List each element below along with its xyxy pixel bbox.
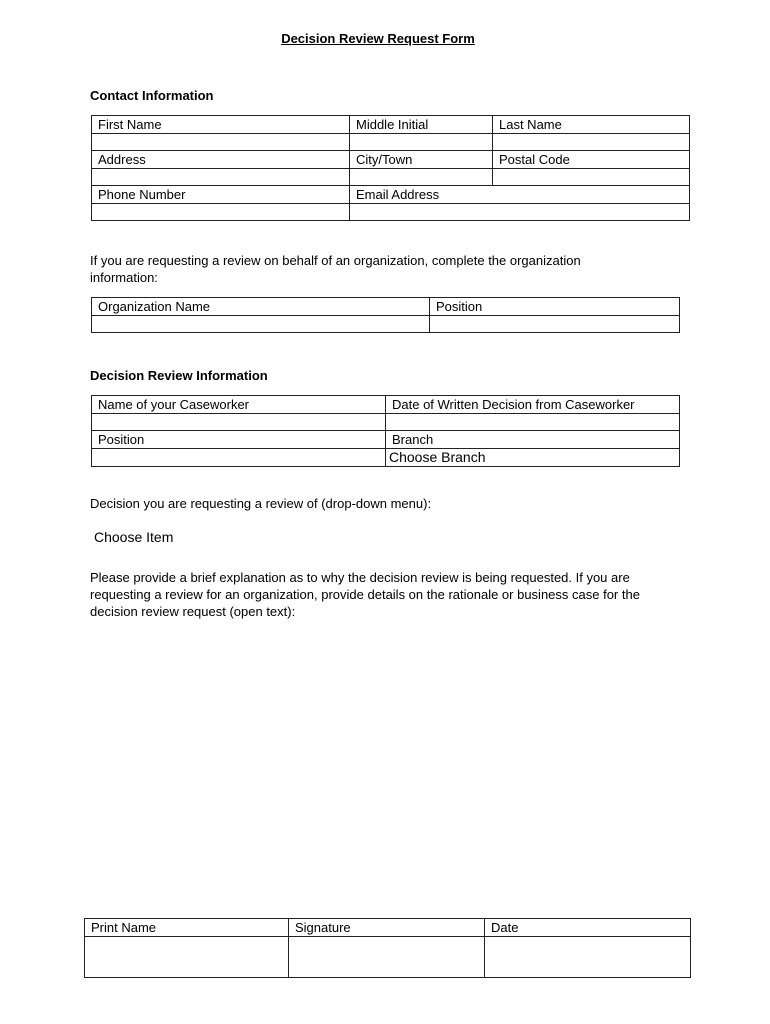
last-name-field[interactable]	[499, 134, 683, 150]
decision-heading: Decision Review Information	[90, 368, 268, 383]
explanation-prompt: Please provide a brief explanation as to why the decision review is being requested. If you are requesting a review for an organization, provide details on the rationale or business case for the decision review request (open text):	[90, 570, 640, 619]
org-name-field[interactable]	[98, 316, 423, 332]
org-position-label: Position	[430, 298, 680, 316]
decision-prompt: Decision you are requesting a review of (drop-down menu):	[90, 496, 432, 511]
contact-heading: Contact Information	[90, 88, 214, 103]
caseworker-field[interactable]	[98, 414, 379, 430]
signature-field[interactable]	[295, 937, 478, 977]
org-position-field[interactable]	[436, 316, 673, 332]
signature-date-label: Date	[485, 919, 691, 937]
phone-field[interactable]	[98, 204, 343, 220]
postal-code-label: Postal Code	[493, 151, 690, 169]
organization-table	[91, 297, 680, 333]
decision-item-dropdown[interactable]: Choose Item	[94, 529, 174, 545]
decision-date-field[interactable]	[392, 414, 673, 430]
middle-initial-field[interactable]	[356, 134, 486, 150]
city-town-label: City/Town	[350, 151, 493, 169]
signature-date-field[interactable]	[491, 937, 684, 977]
city-town-field[interactable]	[356, 169, 486, 185]
caseworker-position-field[interactable]	[98, 449, 379, 466]
print-name-label: Print Name	[85, 919, 289, 937]
explanation-text-area[interactable]	[90, 632, 680, 902]
branch-label: Branch	[386, 431, 680, 449]
last-name-label: Last Name	[493, 116, 690, 134]
first-name-label: First Name	[92, 116, 350, 134]
caseworker-label: Name of your Caseworker	[92, 396, 386, 414]
email-field[interactable]	[356, 204, 683, 220]
organization-intro: If you are requesting a review on behalf of an organization, complete the organization information:	[90, 253, 581, 285]
first-name-field[interactable]	[98, 134, 343, 150]
org-name-label: Organization Name	[92, 298, 430, 316]
branch-dropdown[interactable]: Choose Branch	[389, 449, 486, 465]
contact-table	[91, 115, 690, 221]
email-label: Email Address	[350, 186, 690, 204]
caseworker-position-label: Position	[92, 431, 386, 449]
decision-table	[91, 395, 680, 467]
form-title: Decision Review Request Form	[281, 31, 475, 46]
postal-code-field[interactable]	[499, 169, 683, 185]
signature-label: Signature	[289, 919, 485, 937]
phone-label: Phone Number	[92, 186, 350, 204]
signature-table	[84, 918, 691, 978]
middle-initial-label: Middle Initial	[350, 116, 493, 134]
address-label: Address	[92, 151, 350, 169]
decision-date-label: Date of Written Decision from Caseworker	[386, 396, 680, 414]
print-name-field[interactable]	[91, 937, 282, 977]
address-field[interactable]	[98, 169, 343, 185]
